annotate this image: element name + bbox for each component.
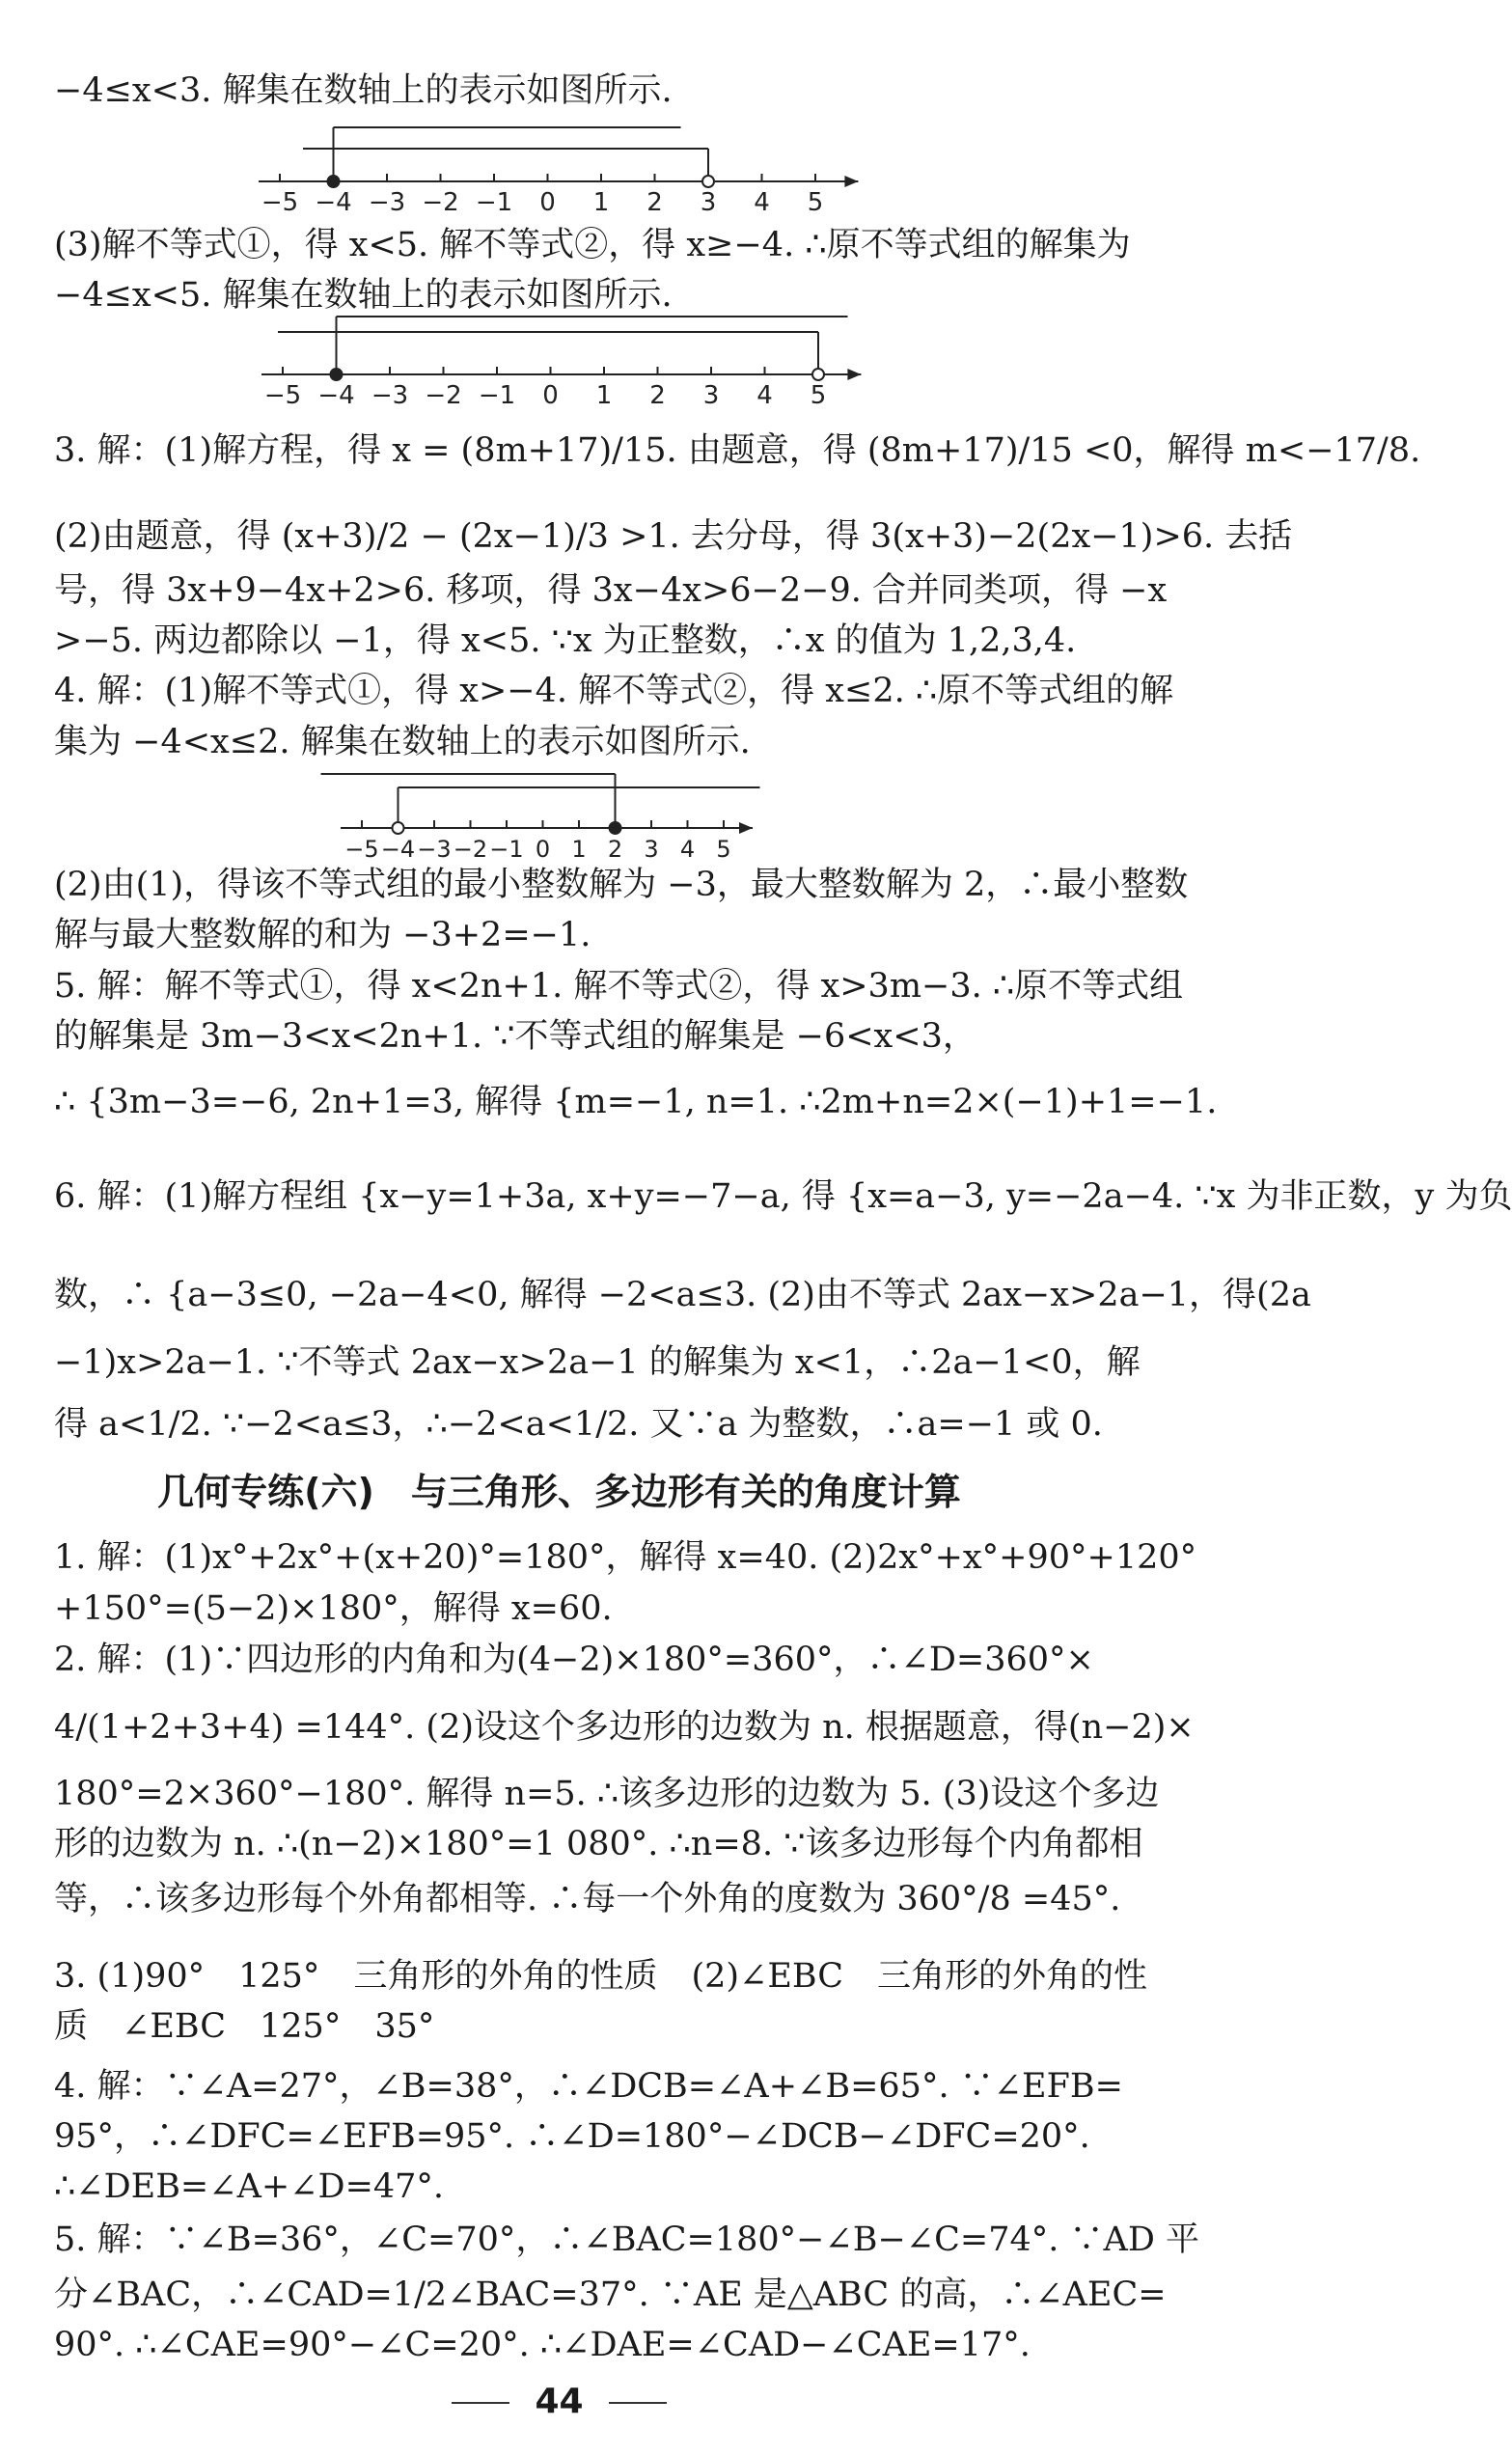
footer-rule-right — [609, 2402, 667, 2404]
text-line: 5. 解：解不等式①，得 x<2n+1. 解不等式②，得 x>3m−3. ∴原不等式组 — [54, 967, 1184, 1006]
text-line: 180°=2×360°−180°. 解得 n=5. ∴该多边形的边数为 5. (3)设这个多边 — [54, 1775, 1160, 1813]
tick-label: −3 — [371, 381, 409, 410]
tick-label: 3 — [702, 381, 720, 410]
tick-label: 4 — [679, 836, 696, 863]
text-line: 3. 解：(1)解方程，得 x = (8m+17)/15. 由题意，得 (8m+17)/15 <0，解得 m<−17/8. — [54, 431, 1421, 470]
tick-label: 0 — [539, 188, 556, 217]
text-line: 数，∴ {a−3≤0, −2a−4<0, 解得 −2<a≤3. (2)由不等式 2ax−x>2a−1，得(2a — [54, 1276, 1311, 1314]
endpoint-left — [331, 369, 343, 380]
tick-label: 2 — [607, 836, 623, 863]
number-line-2 — [261, 317, 861, 410]
text-line: 质 ∠EBC 125° 35° — [54, 2007, 435, 2046]
text-line: 号，得 3x+9−4x+2>6. 移项，得 3x−4x>6−2−9. 合并同类项，得 −x — [54, 571, 1168, 610]
tick-label: −1 — [478, 381, 516, 410]
endpoint-right — [812, 369, 824, 380]
tick-label: −2 — [453, 836, 488, 863]
text-line: 形的边数为 n. ∴(n−2)×180°=1 080°. ∴n=8. ∵该多边形每个内角都相 — [54, 1825, 1143, 1863]
text-line: 6. 解：(1)解方程组 {x−y=1+3a, x+y=−7−a, 得 {x=a−3, y=−2a−4. ∵x 为非正数，y 为负 — [54, 1177, 1512, 1216]
axis-arrow — [739, 822, 753, 834]
text-line: −4≤x<3. 解集在数轴上的表示如图所示. — [54, 71, 673, 110]
text-line: 分∠BAC，∴∠CAD=1/2∠BAC=37°. ∵AE 是△ABC 的高，∴∠AEC= — [54, 2276, 1167, 2314]
axis-arrow — [844, 176, 858, 187]
text-line: 90°. ∴∠CAE=90°−∠C=20°. ∴∠DAE=∠CAD−∠CAE=17°. — [54, 2326, 1031, 2364]
text-line: +150°=(5−2)×180°，解得 x=60. — [54, 1589, 613, 1628]
tick-label: 2 — [646, 188, 663, 217]
footer-rule-left — [452, 2402, 509, 2404]
text-line: 的解集是 3m−3<x<2n+1. ∵不等式组的解集是 −6<x<3， — [54, 1017, 976, 1056]
tick-label: −1 — [489, 836, 524, 863]
text-line: 得 a<1/2. ∵−2<a≤3，∴−2<a<1/2. 又∵a 为整数，∴a=−1 或 0. — [54, 1405, 1103, 1444]
tick-label: −4 — [315, 188, 352, 217]
tick-label: −2 — [425, 381, 462, 410]
tick-label: −3 — [417, 836, 452, 863]
tick-label: 5 — [810, 381, 827, 410]
page-number: 44 — [535, 2382, 584, 2421]
tick-label: −4 — [380, 836, 416, 863]
text-line: 95°，∴∠DFC=∠EFB=95°. ∴∠D=180°−∠DCB−∠DFC=20°. — [54, 2117, 1090, 2156]
tick-label: 0 — [542, 381, 559, 410]
axis-arrow — [847, 369, 861, 380]
text-line: 等，∴该多边形每个外角都相等. ∴每一个外角的度数为 360°/8 =45°. — [54, 1880, 1121, 1918]
tick-label: 1 — [595, 381, 613, 410]
endpoint-right — [610, 822, 621, 834]
text-line: >−5. 两边都除以 −1，得 x<5. ∵x 为正整数，∴x 的值为 1,2,3,4. — [54, 621, 1077, 660]
tick-label: 4 — [756, 381, 773, 410]
number-line-1 — [259, 127, 858, 217]
tick-label: −1 — [475, 188, 513, 217]
tick-label: 5 — [807, 188, 824, 217]
page-footer — [0, 2382, 1118, 2421]
tick-label: −3 — [368, 188, 406, 217]
text-line: 集为 −4<x≤2. 解集在数轴上的表示如图所示. — [54, 723, 751, 761]
text-line: −4≤x<5. 解集在数轴上的表示如图所示. — [54, 276, 673, 315]
text-line: ∴ {3m−3=−6, 2n+1=3, 解得 {m=−1, n=1. ∴2m+n=2×(−1)+1=−1. — [54, 1083, 1218, 1121]
tick-label: 3 — [700, 188, 717, 217]
text-line: 4. 解：∵∠A=27°，∠B=38°，∴∠DCB=∠A+∠B=65°. ∵∠EFB= — [54, 2067, 1123, 2106]
tick-label: 0 — [535, 836, 551, 863]
text-line: 3. (1)90° 125° 三角形的外角的性质 (2)∠EBC 三角形的外角的性 — [54, 1957, 1148, 1996]
number-line-3 — [321, 774, 760, 863]
text-line: 4. 解：(1)解不等式①，得 x>−4. 解不等式②，得 x≤2. ∴原不等式组的解 — [54, 672, 1174, 710]
tick-label: −5 — [263, 381, 302, 410]
endpoint-right — [702, 176, 714, 187]
tick-label: −2 — [422, 188, 459, 217]
tick-label: −5 — [344, 836, 379, 863]
text-line: 解与最大整数解的和为 −3+2=−1. — [54, 916, 591, 954]
tick-label: 2 — [649, 381, 666, 410]
text-line: 5. 解：∵∠B=36°，∠C=70°，∴∠BAC=180°−∠B−∠C=74°. ∵AD 平 — [54, 2221, 1200, 2259]
endpoint-left — [328, 176, 340, 187]
text-line: ∴∠DEB=∠A+∠D=47°. — [54, 2167, 445, 2206]
text-line: 4/(1+2+3+4) =144°. (2)设这个多边形的边数为 n. 根据题意，得(n−2)× — [54, 1708, 1195, 1747]
tick-label: 1 — [592, 188, 610, 217]
text-line: 2. 解：(1)∵四边形的内角和为(4−2)×180°=360°，∴∠D=360°× — [54, 1641, 1094, 1679]
tick-label: −5 — [261, 188, 299, 217]
tick-label: −4 — [317, 381, 355, 410]
text-line: 1. 解：(1)x°+2x°+(x+20)°=180°，解得 x=40. (2)2x°+x°+90°+120° — [54, 1538, 1197, 1577]
tick-label: 5 — [716, 836, 731, 863]
text-line: (2)由(1)，得该不等式组的最小整数解为 −3，最大整数解为 2，∴最小整数 — [54, 866, 1189, 904]
tick-label: 1 — [571, 836, 587, 863]
section-heading: 几何专练(六) 与三角形、多边形有关的角度计算 — [157, 1471, 961, 1513]
endpoint-left — [393, 822, 404, 834]
tick-label: 4 — [754, 188, 770, 217]
text-line: −1)x>2a−1. ∵不等式 2ax−x>2a−1 的解集为 x<1，∴2a−1<0，解 — [54, 1343, 1141, 1382]
tick-label: 3 — [644, 836, 659, 863]
text-line: (2)由题意，得 (x+3)/2 − (2x−1)/3 >1. 去分母，得 3(x+3)−2(2x−1)>6. 去括 — [54, 517, 1293, 556]
text-line: (3)解不等式①，得 x<5. 解不等式②，得 x≥−4. ∴原不等式组的解集为 — [54, 226, 1131, 264]
